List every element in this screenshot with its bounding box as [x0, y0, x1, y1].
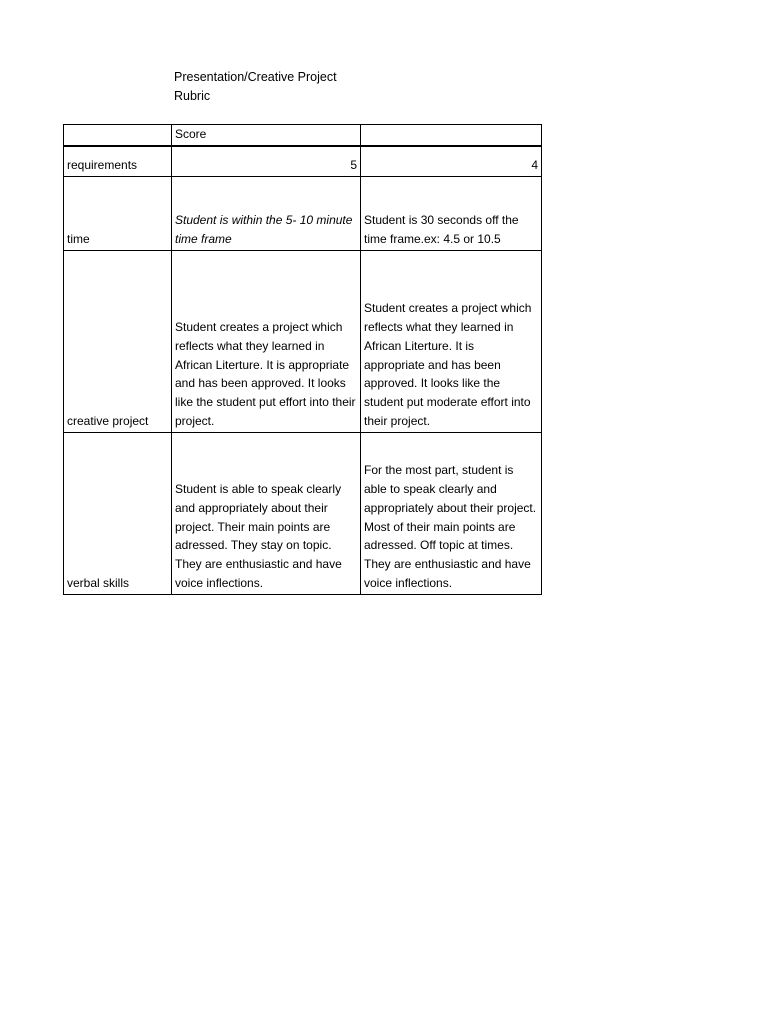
table-row — [64, 146, 542, 177]
row-label-requirements: requirements — [64, 146, 172, 177]
creative-score-5-text: Student creates a project which reflects what they learned in African Literture. It is appropriate and has been approved. It looks like the student put effort into their project. — [172, 250, 361, 432]
header-blank-cell — [361, 125, 542, 146]
verbal-score-5-text: Student is able to speak clearly and appropriately about their project. Their main points are adressed. They stay on topic. They are enthusiastic and have voice inflections. — [172, 432, 361, 594]
row-label-creative-project: creative project — [64, 250, 172, 432]
creative-score-4-text: Student creates a project which reflects what they learned in African Literture. It is appropriate and has been approved. It looks like the student put moderate effort into their project. — [361, 250, 542, 432]
rubric-table — [63, 124, 542, 595]
table-row — [64, 432, 542, 594]
document-title — [174, 68, 337, 106]
score-4-value: 4 — [361, 146, 542, 177]
time-score-4-text: Student is 30 seconds off the time frame.ex: 4.5 or 10.5 — [361, 176, 542, 250]
row-label-verbal-skills: verbal skills — [64, 432, 172, 594]
verbal-score-4-text: For the most part, student is able to speak clearly and appropriately about their project. Most of their main points are adressed. Off topic at times. They are enthusiastic and have voice inflections. — [361, 432, 542, 594]
table-header-row — [64, 125, 542, 146]
header-score-cell: Score — [172, 125, 361, 146]
title-line-2: Rubric — [174, 89, 211, 103]
title-line-1: Presentation/Creative Project — [174, 70, 337, 84]
row-label-time: time — [64, 176, 172, 250]
time-score-5-text: Student is within the 5- 10 minute time frame — [172, 176, 361, 250]
header-label-cell — [64, 125, 172, 146]
table-row — [64, 176, 542, 250]
score-5-value: 5 — [172, 146, 361, 177]
table-row — [64, 250, 542, 432]
